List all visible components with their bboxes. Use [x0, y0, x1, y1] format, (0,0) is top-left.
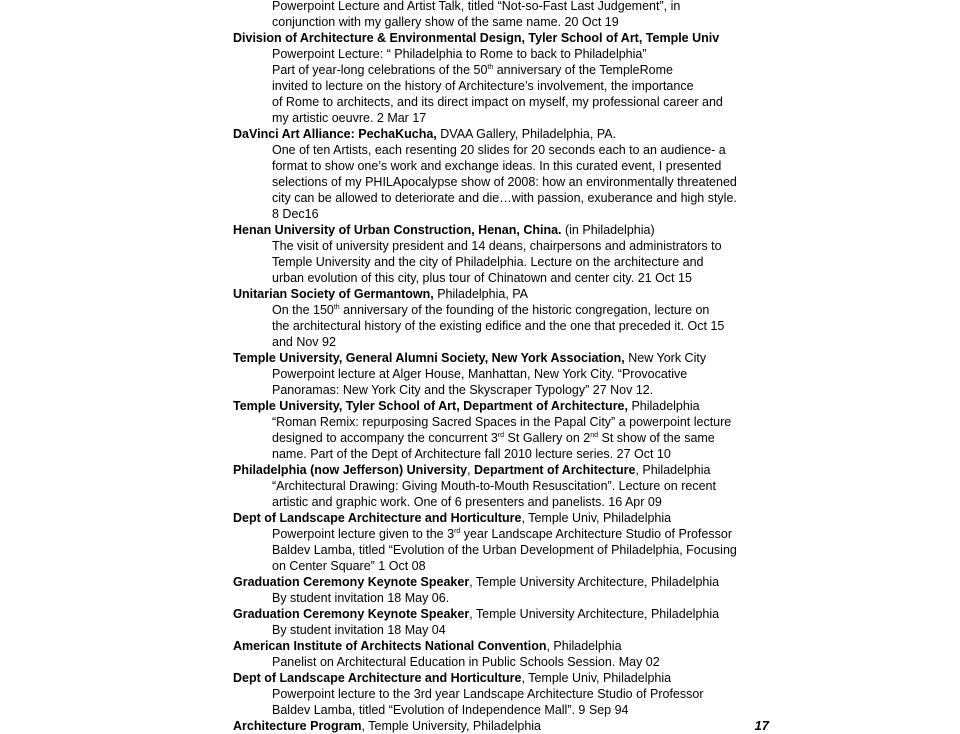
entry-line: Baldev Lamba, titled “Evolution of the Urban Development of Philadelphia, Focusing — [272, 543, 737, 557]
entry-heading — [233, 638, 769, 654]
entry-heading — [233, 462, 769, 478]
entry-heading — [233, 510, 769, 526]
entry-line — [272, 62, 769, 78]
entry-keynote-2006 — [233, 574, 769, 606]
entry-line: Panoramas: New York City and the Skyscraper Typology” 27 Nov 12. — [272, 383, 654, 397]
entry-heading-bold: Temple University, Tyler School of Art, Department of Architecture, — [233, 399, 628, 413]
entry-heading-rest: , Temple Univ, Philadelphia — [521, 511, 672, 525]
entry-heading-bold: Philadelphia (now Jefferson) University — [233, 463, 468, 477]
ordinal-suffix: rd — [454, 528, 461, 535]
entry-line-part: Powerpoint lecture given to the 3 — [272, 527, 455, 541]
entry-heading-bold: Architecture Program — [233, 719, 362, 733]
entry-heading-rest: DVAA Gallery, Philadelphia, PA. — [436, 127, 617, 141]
entry-heading — [233, 574, 769, 590]
entry-line: Powerpoint Lecture and Artist Talk, titled “Not-so-Fast Last Judgement”, in — [272, 0, 681, 13]
entry-roman-remix — [233, 398, 769, 462]
entry-heading — [233, 718, 541, 734]
entry-pechakucha — [233, 126, 769, 222]
entry-line: invited to lecture on the history of Architecture’s involvement, the importance — [272, 79, 694, 93]
entry-temple-rome-lecture — [233, 30, 769, 126]
entry-heading-bold: Dept of Landscape Architecture and Horticulture — [233, 671, 522, 685]
entry-heading — [233, 126, 769, 142]
entry-line: Temple University and the city of Philadelphia. Lecture on the architecture and — [272, 255, 704, 269]
page-number: 17 — [754, 718, 769, 733]
entry-line: name. Part of the Dept of Architecture fall 2010 lecture series. 27 Oct 10 — [272, 447, 671, 461]
ordinal-suffix: nd — [590, 432, 599, 439]
entry-heading-bold: Graduation Ceremony Keynote Speaker — [233, 575, 470, 589]
entry-line-part: year Landscape Architecture Studio of Professor — [460, 527, 732, 541]
entry-line-part: designed to accompany the concurrent 3 — [272, 431, 498, 445]
entry-heading-rest: , Philadelphia — [546, 639, 622, 653]
entry-line: Powerpoint lecture to the 3rd year Landscape Architecture Studio of Professor — [272, 687, 704, 701]
entry-keynote-2004 — [233, 606, 769, 638]
entry-alumni-new-york — [233, 350, 769, 398]
entry-line: urban evolution of this city, plus tour of Chinatown and center city. 21 Oct 15 — [272, 271, 692, 285]
entry-heading-bold: Dept of Landscape Architecture and Horticulture — [233, 511, 522, 525]
entry-heading-bold: Henan University of Urban Construction, Henan, China. — [233, 223, 562, 237]
entry-heading-rest: , Temple Univ, Philadelphia — [521, 671, 672, 685]
entry-line: of Rome to architects, and its direct impact on myself, my professional career and — [272, 95, 723, 109]
entry-heading-rest: , Temple University Architecture, Philadelphia — [469, 575, 720, 589]
entry-heading — [233, 670, 769, 686]
entry-line — [272, 430, 769, 446]
entry-heading-rest: Philadelphia — [627, 399, 700, 413]
entry-line-part: anniversary of the founding of the historic congregation, lecture on — [339, 303, 710, 317]
entry-heading-bold: Graduation Ceremony Keynote Speaker — [233, 607, 470, 621]
entry-landscape-1994 — [233, 670, 769, 718]
entry-line: conjunction with my gallery show of the same name. 20 Oct 19 — [272, 15, 619, 29]
cv-page — [233, 0, 769, 734]
entry-heading-bold: Unitarian Society of Germantown, — [233, 287, 434, 301]
entry-line-part: Part of year-long celebrations of the 50 — [272, 63, 488, 77]
entry-line: city can be allowed to deteriorate and die…with passion, exuberance and high style. — [272, 191, 737, 205]
entry-line: artistic and graphic work. One of 6 presenters and panelists. 16 Apr 09 — [272, 495, 662, 509]
entry-line: By student invitation 18 May 06. — [272, 591, 450, 605]
entry-line-part: On the 150 — [272, 303, 334, 317]
entry-line: selections of my PHILApocalypse show of 2008: how an environmentally threatened — [272, 175, 737, 189]
entry-philadelphia-university — [233, 462, 769, 510]
entry-heading-bold: Department of Architecture — [474, 463, 636, 477]
entry-line: on Center Square” 1 Oct 08 — [272, 559, 426, 573]
entry-heading-rest: , Temple University Architecture, Philadelphia — [469, 607, 720, 621]
entry-line: the architectural history of the existing edifice and the one that preceded it. Oct 15 — [272, 319, 725, 333]
entry-heading-rest: New York City — [624, 351, 707, 365]
entry-line-part: anniversary of the TempleRome — [493, 63, 673, 77]
entry-line: By student invitation 18 May 04 — [272, 623, 446, 637]
entry-heading-bold: Temple University, General Alumni Society, New York Association, — [233, 351, 625, 365]
entry-line: Powerpoint lecture at Alger House, Manhattan, New York City. “Provocative — [272, 367, 688, 381]
entry-line-part: St show of the same — [598, 431, 715, 445]
entry-heading-rest: , Temple University, Philadelphia — [361, 719, 542, 733]
entry-line: my artistic oeuvre. 2 Mar 17 — [272, 111, 427, 125]
entry-heading — [233, 286, 769, 302]
entry-heading-bold: DaVinci Art Alliance: PechaKucha, — [233, 127, 437, 141]
entry-line — [272, 302, 769, 318]
entry-heading-rest: , Philadelphia — [635, 463, 711, 477]
entry-line-part: St Gallery on 2 — [504, 431, 591, 445]
entry-heading — [233, 30, 769, 46]
entry-heading-sep: , — [467, 463, 475, 477]
entry-heading-bold: Division of Architecture & Environmental Design, Tyler School of Art, Temple Univ — [233, 31, 720, 45]
entry-line: Panelist on Architectural Education in Public Schools Session. May 02 — [272, 655, 660, 669]
ordinal-suffix: th — [487, 64, 494, 71]
entry-line: Baldev Lamba, titled “Evolution of Independence Mall”. 9 Sep 94 — [272, 703, 629, 717]
entry-henan-university — [233, 222, 769, 286]
entry-line: “Roman Remix: repurposing Sacred Spaces in the Papal City” a powerpoint lecture — [272, 415, 732, 429]
entry-heading — [233, 350, 769, 366]
entry-architecture-program — [233, 718, 769, 734]
entry-line: 8 Dec16 — [272, 207, 319, 221]
entry-line: “Architectural Drawing: Giving Mouth-to-Mouth Resuscitation”. Lecture on recent — [272, 479, 716, 493]
entry-heading — [233, 222, 769, 238]
entry-aia-convention — [233, 638, 769, 670]
entry-artist-talk-continuation — [233, 0, 769, 30]
entry-landscape-2008 — [233, 510, 769, 574]
entry-line — [272, 526, 769, 542]
entry-heading-bold: American Institute of Architects National Convention — [233, 639, 547, 653]
entry-heading — [233, 398, 769, 414]
entry-heading — [233, 606, 769, 622]
entry-heading-rest: (in Philadelphia) — [561, 223, 655, 237]
entry-line: and Nov 92 — [272, 335, 336, 349]
entry-line: One of ten Artists, each resenting 20 slides for 20 seconds each to an audience- a — [272, 143, 726, 157]
entry-line: The visit of university president and 14 deans, chairpersons and administrators to — [272, 239, 722, 253]
entry-unitarian-society — [233, 286, 769, 350]
entry-heading-rest: Philadelphia, PA — [433, 287, 529, 301]
ordinal-suffix: th — [333, 304, 340, 311]
ordinal-suffix: rd — [497, 432, 505, 439]
entry-line: format to show one’s work and exchange ideas. In this curated event, I presented — [272, 159, 722, 173]
entry-line: Powerpoint Lecture: “ Philadelphia to Rome to back to Philadelphia” — [272, 47, 647, 61]
